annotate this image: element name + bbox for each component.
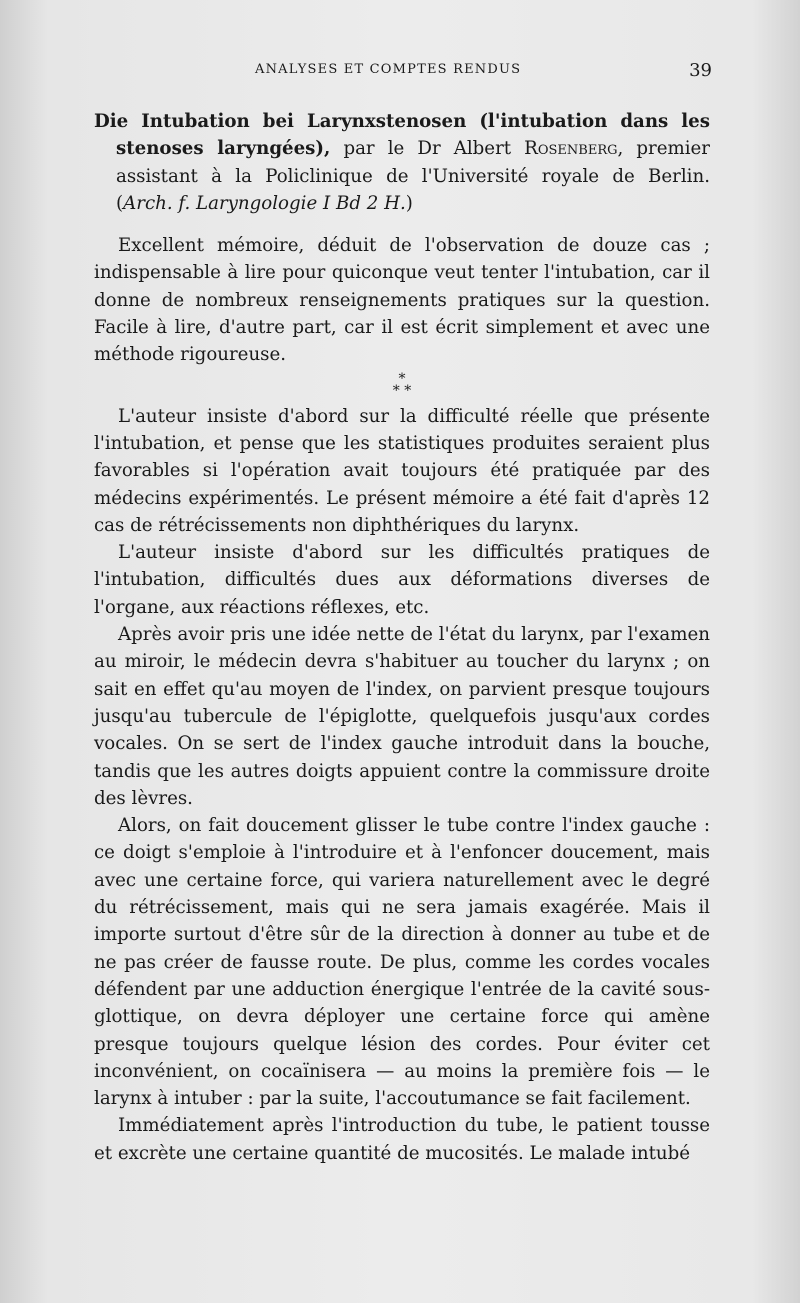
page-header [95, 60, 712, 84]
paragraph: Immédiatement après l'introduction du tube, le patient tousse et excrète une certaine quantité de mucosités. Le malade intubé [94, 1115, 710, 1164]
page-content [94, 108, 710, 1167]
review-author-suffix: , premier assistant à la Policlinique de l'Université royale de Berlin. ( [116, 138, 710, 214]
paragraph: Alors, on fait doucement glisser le tube contre l'index gauche : ce doigt s'emploie à l'introduire et à l'enfoncer doucement, mais avec une certaine force, qui variera naturellement avec le degré du rétrécissement, mais qui ne sera jamais exagérée. Mais il importe surtout d'être sûr de la direction à donner au tube et de ne pas créer de fausse route. De plus, comme les cordes vocales défendent par une adduction énergique l'entrée de la cavité sous-glottique, on devra déployer une certaine force qui amène presque toujours quelque lésion des cordes. Pour éviter cet inconvénient, on cocaïnisera — au moins la première fois — le larynx à intuber : par la suite, l'accoutumance se fait facilement. [94, 815, 710, 1110]
review-source-close: ) [405, 192, 413, 214]
review-title: Die Intubation bei Larynxstenosen (l'intubation dans les stenoses laryngées), [94, 111, 710, 160]
paragraph: Excellent mémoire, déduit de l'observation de douze cas ; indispensable à lire pour quiconque veut tenter l'intubation, car il donne de nombreux renseignements pratiques sur la question. Facile à lire, d'autre part, car il est écrit simplement et avec une méthode rigoureuse. [94, 235, 710, 366]
page-number: 39 [689, 60, 712, 81]
review-author-prefix: par le Dr Albert [330, 138, 525, 160]
review-source: Arch. f. Laryngologie I Bd 2 H. [123, 192, 406, 214]
paragraph: L'auteur insiste d'abord sur la difficulté réelle que présente l'intubation, et pense que les statistiques produites seraient plus favorables si l'opération avait toujours été pratiquée par des médecins expérimentés. Le présent mémoire a été fait d'après 12 cas de rétrécissements non diphthériques du larynx. [94, 405, 710, 536]
review-author-name: Rosenberg [524, 138, 618, 160]
paragraph: L'auteur insiste d'abord sur les difficultés pratiques de l'intubation, difficultés dues aux déformations diverses de l'organe, aux réactions réflexes, etc. [94, 542, 710, 618]
running-title: ANALYSES ET COMPTES RENDUS [255, 62, 522, 77]
review-heading [94, 108, 710, 217]
paragraph: Après avoir pris une idée nette de l'état du larynx, par l'examen au miroir, le médecin devra s'habituer au toucher du larynx ; on sait en effet qu'au moyen de l'index, on parvient presque toujours jusqu'au tubercule de l'épiglotte, quelquefois jusqu'aux cordes vocales. On se sert de l'index gauche introduit dans la bouche, tandis que les autres doigts appuient contre la commissure droite des lèvres. [94, 624, 710, 809]
section-asterism: * * * [392, 370, 412, 399]
